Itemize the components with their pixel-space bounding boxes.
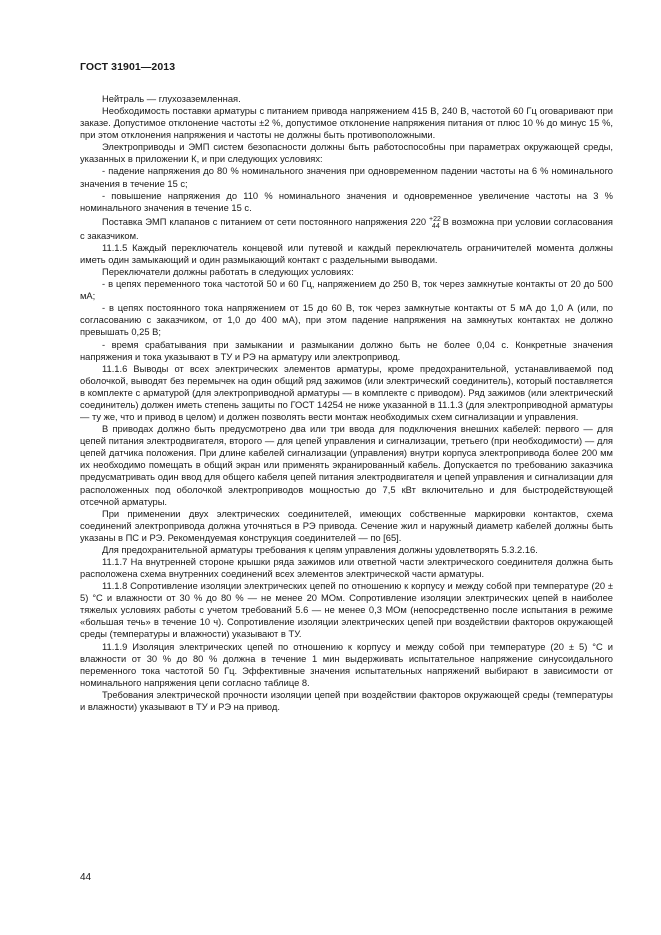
- tolerance-minus: 44: [431, 222, 440, 230]
- page-body: [80, 93, 613, 713]
- paragraph: Для предохранительной арматуры требования к цепям управления должны удовлетворять 5.3.2.16.: [102, 544, 538, 555]
- clause-11-1-7: 11.1.7 На внутренней стороне крышки ряда зажимов или ответной части электрического соединителя должна быть расположена схема внутренних соединений всех элементов электрической части арматуры.: [80, 556, 613, 580]
- paragraph: Необходимость поставки арматуры с питанием привода напряжением 415 В, 240 В, частотой 60 Гц оговаривают при заказе. Допустимое отклонение частоты ±2 %, допустимое отклонение напряжения питания от плюс 10 % до минус 15 %, при этом отклонения напряжения и частоты не должны быть противоположными.: [80, 106, 613, 141]
- list-item: - в цепях постоянного тока напряжением от 15 до 60 В, ток через замкнутые контакты от 5 мА до 1,0 А (или, по согласованию с заказчиком, от 1,0 до 400 мА), при этом падение напряжения на замкнутых контактах не должно превышать 0,25 В;: [80, 303, 613, 338]
- paragraph: В приводах должно быть предусмотрено два или три ввода для подключения внешних кабелей: первого — для цепей питания электродвигателя, второго — для цепей управления и сигнализации, третьего (при необходимости) — для цепей датчика положения. При длине кабелей сигнализации (управления) внутри корпуса электропривода более 200 мм их необходимо помещать в общий экран или применять экранированный кабель. Допускается по требованию заказчика предусматривать один ввод для общего кабеля цепей питания электродвигателя и цепей управления и сигнализации для расположенных под оболочкой электроприводов мощностью до 7,5 кВт включительно и для быстродействующей отсечной арматуры.: [80, 424, 613, 507]
- dc-supply-text: Поставка ЭМП клапанов с питанием от сети постоянного напряжения 220: [102, 216, 427, 227]
- list-item: - повышение напряжения до 110 % номинального значения и одновременное увеличение частоты на 3 % номинального значения в течение 15 с.: [80, 190, 613, 213]
- clause-11-1-6: 11.1.6 Выводы от всех электрических элементов арматуры, кроме предохранительной, устанавливаемой под оболочкой, выводят без перемычек на один общий ряд зажимов (или электрический соединитель), который поставляется в комплекте с арматурой (для электроприводной арматуры — в комплекте с приводом). Ряд зажимов (или электрический соединитель) должен иметь степень защиты по ГОСТ 14254 не ниже указанной в 11.1.3 (для электроприводной арматуры — ту же, что и привод в целом) и должен позволять вести монтаж необходимых схем сигнализации и управления.: [80, 363, 613, 423]
- paragraph: Электроприводы и ЭМП систем безопасности должны быть работоспособны при параметрах окружающей среды, указанных в приложении К, и при следующих условиях:: [80, 142, 613, 165]
- paragraph: При применении двух электрических соединителей, имеющих собственные маркировки контактов, схема соединений электропривода должна уточняться в РЭ привода. Сечение жил и наружный диаметр кабелей должны быть указаны в ПС и РЭ. Рекомендуемая конструкция соединителей — по [65].: [80, 508, 613, 543]
- clause-11-1-9: 11.1.9 Изоляция электрических цепей по отношению к корпусу и между собой при температуре (20 ± 5) °С и влажности от 30 % до 80 % должна в течение 1 мин выдерживать испытательное напряжение синусоидального переменного тока частотой 50 Гц. Эффективные значения испытательных напряжений выбирают в зависимости от номинального напряжения цепи согласно таблице 8.: [80, 641, 613, 688]
- page-number: 44: [80, 872, 92, 883]
- clause-11-1-5: 11.1.5 Каждый переключатель концевой или путевой и каждый переключатель ограничителей момента должны иметь один замыкающий и один размыкающий контакт с раздельными выводами.: [80, 242, 613, 266]
- paragraph: Нейтраль — глухозаземленная.: [102, 94, 241, 104]
- clause-11-1-8: 11.1.8 Сопротивление изоляции электрических цепей по отношению к корпусу и между собой при температуре (20 ± 5) °С и влажности от 30 % до 80 % — не менее 20 МОм. Сопротивление изоляции электрических цепей в наиболее тяжелых условиях работы с учетом требований 5.6 — не менее 0,3 МОм (непосредственно после испытания в режиме «большая течь» в течение 10 ч). Сопротивление изоляции электрических цепей при воздействии факторов окружающей среды (температуры и влажности) указывают в ТУ.: [80, 581, 613, 640]
- dc-supply-paragraph: [80, 216, 613, 242]
- dc-supply-text-end: В возможна при условии согласования с заказчиком.: [80, 216, 613, 241]
- list-item: - падение напряжения до 80 % номинального значения при одновременном падении частоты на 6 % номинального значения в течение 15 с;: [80, 166, 613, 189]
- paragraph: Переключатели должны работать в следующих условиях:: [102, 267, 354, 278]
- paragraph: Требования электрической прочности изоляции цепей при воздействии факторов окружающей среды (температуры и влажности) указывают в ТУ и РЭ на привод.: [80, 689, 613, 712]
- list-item: - время срабатывания при замыкании и размыкании должно быть не более 0,04 с. Конкретные значения напряжения и тока указывают в ТУ и РЭ на арматуру или электропривод.: [80, 339, 613, 362]
- list-item: - в цепях переменного тока частотой 50 и 60 Гц, напряжением до 250 В, ток через замкнутые контакты от 20 до 500 мА;: [80, 279, 613, 302]
- document-header: ГОСТ 31901—2013: [80, 61, 176, 73]
- tolerance-plus: +22: [429, 215, 441, 223]
